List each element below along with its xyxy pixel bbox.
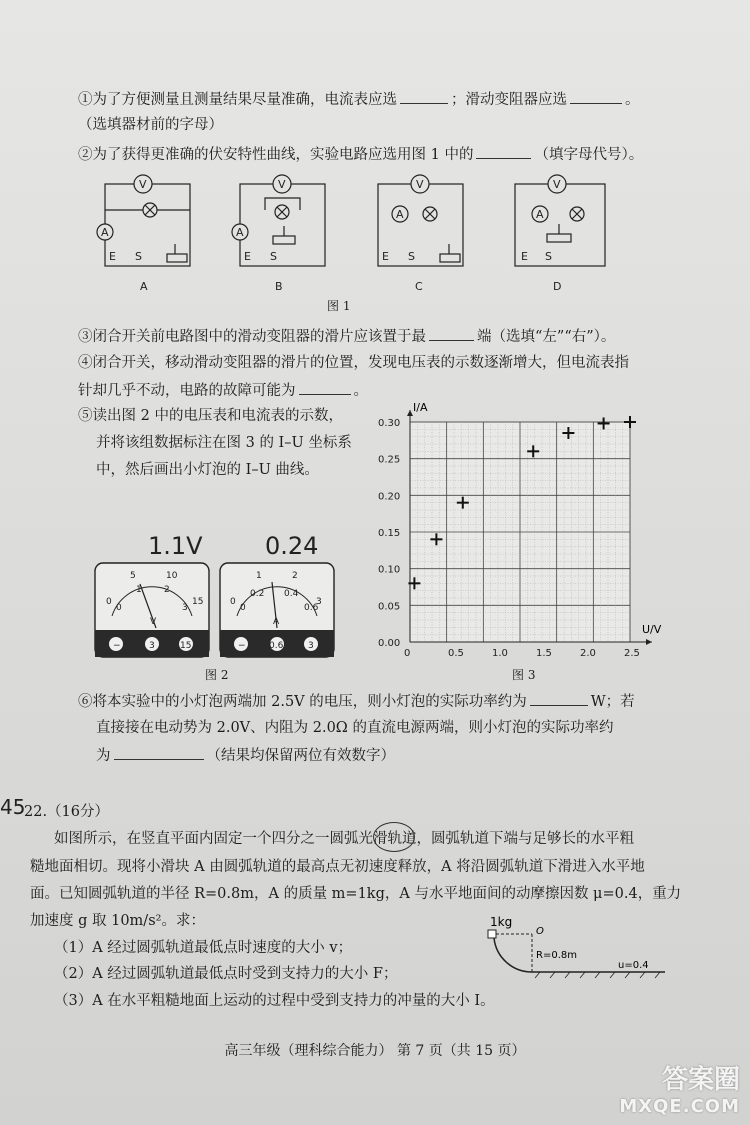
vm-inner-0: 0 <box>116 603 122 613</box>
watermark-bottom: MXQE.COM <box>619 1096 740 1117</box>
c-a-e: E <box>109 250 116 263</box>
figure-3-caption: 图 3 <box>512 668 536 682</box>
item1-text-c: 。 <box>625 92 640 108</box>
am-scale-2: 2 <box>292 571 298 581</box>
c-d-v: V <box>553 178 561 191</box>
x-tick-label: 0 <box>404 648 411 659</box>
am-term-06: 0.6 <box>269 641 284 651</box>
item5-line-2: 并将该组数据标注在图 3 的 I–U 坐标系 <box>96 435 352 451</box>
item4-line-1: ④闭合开关，移动滑动变阻器的滑片的位置，发现电压表的示数逐渐增大，但电流表指 <box>78 355 629 371</box>
c-b-s: S <box>270 250 277 263</box>
item2-blank[interactable] <box>476 144 531 159</box>
c-b-label: B <box>275 280 283 293</box>
y-tick-label: 0.30 <box>378 418 401 429</box>
x-tick-label: 0.5 <box>448 648 464 659</box>
c-d-a: A <box>536 208 544 221</box>
item3-text-a: ③闭合开关前电路图中的滑动变阻器的滑片应该置于最 <box>78 329 426 345</box>
am-scale-3: 3 <box>316 597 322 607</box>
c-c-v: V <box>416 178 424 191</box>
x-axis-arrow <box>646 639 652 645</box>
am-inner-02: 0.2 <box>250 589 265 599</box>
item6-blank-2[interactable] <box>114 745 204 760</box>
mu-hand-note: u=0.4 <box>618 960 649 971</box>
item2-text-b: （填字母代号）。 <box>534 147 644 163</box>
am-inner-04: 0.4 <box>284 589 299 599</box>
watermark-top: 答案圈 <box>661 1065 740 1095</box>
am-term-neg: − <box>238 641 246 651</box>
c-c-s: S <box>408 250 415 263</box>
item1-text-b: ；滑动变阻器应选 <box>451 92 567 108</box>
c-c-label: C <box>415 280 423 293</box>
item1-blank-ammeter[interactable] <box>400 89 448 104</box>
y-tick-label: 0.15 <box>378 528 401 539</box>
x-tick-label: 2.5 <box>624 648 640 659</box>
q22-sub-1: （1）A 经过圆弧轨道最低点时速度的大小 v； <box>54 940 353 956</box>
item2-line <box>78 144 643 165</box>
vm-term-3: 3 <box>149 641 155 651</box>
item1-note: （选填器材前的字母） <box>78 117 223 133</box>
am-unit: A <box>273 617 280 627</box>
item6-blank-1[interactable] <box>530 691 588 706</box>
vm-inner-1: 1 <box>136 585 142 595</box>
voltmeter <box>95 563 209 657</box>
radius-hand-note: R=0.8m <box>536 950 577 961</box>
item4-line-2 <box>78 380 368 401</box>
x-tick-label: 1.0 <box>492 648 508 659</box>
item6-text-a: ⑥将本实验中的小灯泡两端加 2.5V 的电压，则小灯泡的实际功率约为 <box>78 694 527 710</box>
c-b-v: V <box>278 178 286 191</box>
q22-para-4: 加速度 g 取 10m/s²。求： <box>30 913 205 929</box>
ammeter <box>220 563 334 657</box>
vm-unit: V <box>150 617 157 627</box>
y-tick-label: 0.05 <box>378 601 401 613</box>
margin-score-mark: 45 <box>0 795 26 819</box>
vm-term-15: 15 <box>180 641 192 651</box>
c-c-e: E <box>382 250 389 263</box>
c-a-a: A <box>101 226 109 239</box>
am-inner-0: 0 <box>240 603 246 613</box>
x-tick-label: 1.5 <box>536 648 552 659</box>
page-footer: 高三年级（理科综合能力） 第 7 页（共 15 页） <box>224 1043 526 1059</box>
vm-inner-3: 3 <box>182 603 188 613</box>
item6-line-2: 直接接在电动势为 2.0V、内阻为 2.0Ω 的直流电源两端，则小灯泡的实际功率约 <box>96 720 614 736</box>
vm-scale-15: 15 <box>192 597 204 607</box>
y-axis-label: I/A <box>413 401 428 414</box>
item4-blank[interactable] <box>299 380 351 395</box>
c-d-label: D <box>553 280 562 293</box>
item3-blank[interactable] <box>429 326 474 341</box>
item4-text-c: 。 <box>353 383 368 399</box>
q22-track-figure <box>470 912 670 984</box>
c-b-e: E <box>244 250 251 263</box>
figure-2-caption: 图 2 <box>205 668 229 682</box>
figure-2-meters <box>94 562 350 662</box>
x-axis-label: U/V <box>642 623 662 636</box>
item6-text-b: W；若 <box>590 694 635 710</box>
vm-scale-10: 10 <box>166 571 178 581</box>
vm-scale-5: 5 <box>130 571 136 581</box>
item2-text-a: ②为了获得更准确的伏安特性曲线，实验电路应选用图 1 中的 <box>78 147 474 163</box>
c-a-s: S <box>135 250 142 263</box>
voltmeter-hand-reading: 1.1V <box>148 532 203 560</box>
figure-3-iu-chart <box>376 395 676 685</box>
mass-hand-note: 1kg <box>490 915 513 929</box>
q22-title: 22.（16分） <box>24 804 110 820</box>
item1-text-a: ①为了方便测量且测量结果尽量准确，电流表应选 <box>78 92 397 108</box>
watermark <box>619 1059 740 1117</box>
c-b-a: A <box>236 226 244 239</box>
y-tick-label: 0.00 <box>378 638 401 649</box>
am-scale-0: 0 <box>230 597 236 607</box>
am-inner-06: 0.6 <box>304 603 319 613</box>
q22-sub-3: （3）A 在水平粗糙地面上运动的过程中受到支持力的冲量的大小 I。 <box>54 993 495 1009</box>
figure-1-circuits <box>95 170 615 320</box>
item5-line-1: ⑤读出图 2 中的电压表和电流表的示数， <box>78 408 343 424</box>
item6-text-e: （结果均保留两位有效数字） <box>206 748 395 764</box>
y-tick-label: 0.25 <box>378 454 401 466</box>
item6-line-3 <box>96 745 395 766</box>
item6-line-1 <box>78 691 635 712</box>
c-a-v: V <box>139 178 147 191</box>
item1-line <box>78 89 640 110</box>
y-tick-label: 0.20 <box>378 491 401 503</box>
figure-1-caption: 图 1 <box>327 299 351 313</box>
c-c-a: A <box>396 208 404 221</box>
c-d-s: S <box>545 250 552 263</box>
chart-grid <box>410 422 630 642</box>
item4-text-b: 针却几乎不动，电路的故障可能为 <box>78 383 296 399</box>
vm-inner-2: 2 <box>164 585 170 595</box>
am-term-3: 3 <box>308 641 314 651</box>
ammeter-hand-reading: 0.24 <box>265 532 319 560</box>
q22-para-2: 糙地面相切。现将小滑块 A 由圆弧轨道的最高点无初速度释放，A 将沿圆弧轨道下滑进入水平地 <box>30 859 645 875</box>
x-tick-label: 2.0 <box>580 648 596 659</box>
vm-term-neg: − <box>113 641 121 651</box>
c-a-label: A <box>140 280 148 293</box>
q22-para-1: 如图所示，在竖直平面内固定一个四分之一圆弧光滑轨道，圆弧轨道下端与足够长的水平粗 <box>54 831 634 847</box>
center-o-label: O <box>536 926 544 937</box>
hand-circle-mark <box>373 822 415 852</box>
item1-blank-rheostat[interactable] <box>570 89 622 104</box>
am-scale-1: 1 <box>256 571 262 581</box>
item3-text-b: 端（选填“左”“右”）。 <box>477 329 616 345</box>
q22-sub-2: （2）A 经过圆弧轨道最低点时受到支持力的大小 F； <box>54 966 398 982</box>
q22-para-3: 面。已知圆弧轨道的半径 R=0.8m，A 的质量 m=1kg，A 与水平地面间的动摩擦因数 μ=0.4，重力 <box>30 886 682 902</box>
item5-line-3: 中，然后画出小灯泡的 I–U 曲线。 <box>96 462 319 478</box>
vm-scale-0: 0 <box>106 597 112 607</box>
y-tick-label: 0.10 <box>378 564 401 576</box>
item3-line <box>78 326 615 347</box>
item6-text-d: 为 <box>96 748 111 764</box>
c-d-e: E <box>521 250 528 263</box>
